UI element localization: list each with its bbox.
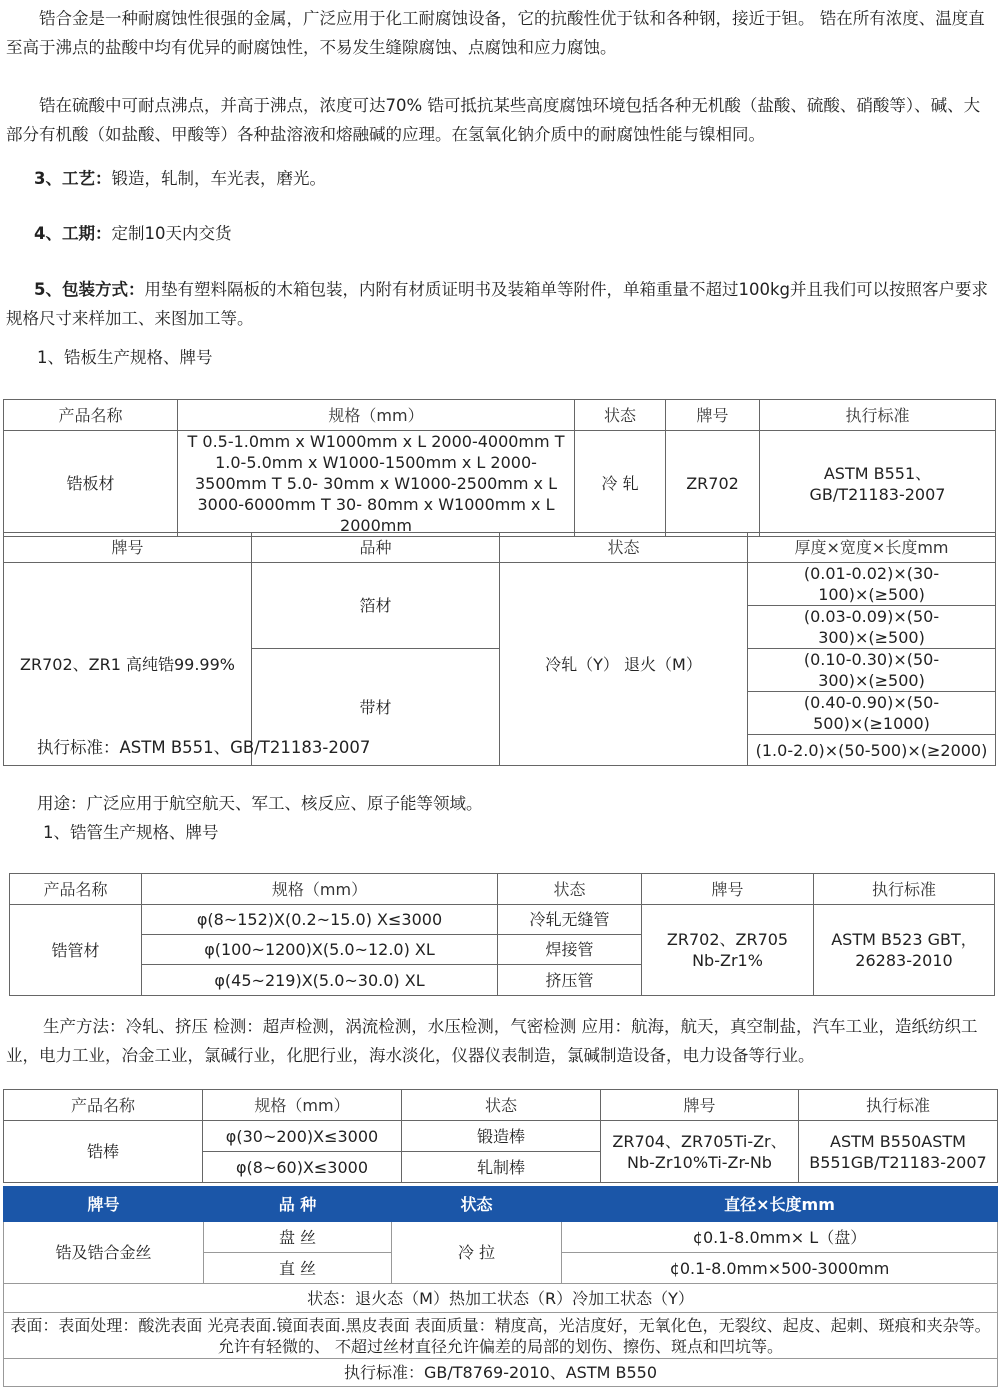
- state-cell: 冷轧无缝管: [498, 905, 642, 935]
- header-cell: 产品名称: [10, 874, 142, 905]
- spec-cell: φ(100~1200)X(5.0~12.0) XL: [142, 935, 498, 965]
- craft-label: 3、工艺：: [34, 169, 112, 188]
- state-cell: 冷轧（Y） 退火（M）: [500, 563, 748, 766]
- header-cell: 直径×长度mm: [562, 1187, 998, 1222]
- standard-cell: ASTM B550ASTM B551GB/T21183-2007: [799, 1121, 998, 1183]
- state-cell: 焊接管: [498, 935, 642, 965]
- period-text: 定制10天内交货: [111, 224, 232, 243]
- header-cell: 状态: [500, 533, 748, 563]
- header-cell: 产品名称: [4, 400, 178, 431]
- product-name-cell: 锆板材: [4, 431, 178, 537]
- period-line: [6, 219, 1000, 248]
- state-cell: 锻造棒: [402, 1121, 601, 1152]
- header-cell: 状态: [498, 874, 642, 905]
- craft-text: 锻造，轧制，车光表，磨光。: [111, 169, 326, 188]
- header-cell: 牌号: [666, 400, 760, 431]
- pack-text: 用垫有塑料隔板的木箱包装，内附有材质证明书及装箱单等附件，单箱重量不超过100kg并且我们可以按照客户要求规格尺寸来样加工、来图加工等。: [6, 280, 989, 328]
- status-note: 状态：退火态（M）热加工状态（R）冷加工状态（Y）: [4, 1284, 998, 1313]
- grade-cell: ZR702: [666, 431, 760, 537]
- state-cell: 冷 拉: [392, 1222, 562, 1284]
- header-cell: 牌号: [601, 1090, 799, 1121]
- header-cell: 规格（mm）: [203, 1090, 402, 1121]
- size-cell: ¢0.1-8.0mm×500-3000mm: [562, 1253, 998, 1284]
- size-cell: (0.40-0.90)×(50-500)×(≥1000): [748, 692, 996, 735]
- wire-table: [3, 1186, 998, 1387]
- plate-standard-line: 执行标准：ASTM B551、GB/T21183-2007: [37, 738, 371, 757]
- kind-cell: 直 丝: [204, 1253, 392, 1284]
- header-cell: 执行标准: [760, 400, 996, 431]
- standard-cell: ASTM B523 GBT，26283-2010: [814, 905, 995, 996]
- header-cell: 牌号: [4, 533, 252, 563]
- tube-table: [9, 873, 995, 996]
- size-cell: (1.0-2.0)×(50-500)×(≥2000): [748, 735, 996, 766]
- header-cell: 牌号: [642, 874, 814, 905]
- period-label: 4、工期：: [34, 224, 112, 243]
- state-cell: 挤压管: [498, 965, 642, 996]
- grade-cell: ZR704、ZR705Ti-Zr、Nb-Zr10%Ti-Zr-Nb: [601, 1121, 799, 1183]
- intro-paragraph-1: 锆合金是一种耐腐蚀性很强的金属，广泛应用于化工耐腐蚀设备，它的抗酸性优于钛和各种钢，接近于钽。 锆在所有浓度、温度直至高于沸点的盐酸中均有优异的耐腐蚀性，不易发生缝隙腐蚀、点腐蚀和应力腐蚀。: [6, 9, 985, 57]
- header-cell: 状态: [575, 400, 666, 431]
- pack-line: [6, 275, 994, 333]
- spec-cell: T 0.5-1.0mm x W1000mm x L 2000-4000mm T 1.0-5.0mm x W1000-1500mm x L 2000-3500mm T 5.0- 30mm x W1000-2500mm x L 3000-6000mm T 30- 80mm x W1000mm x L 2000mm: [178, 431, 575, 537]
- wire-standard-note: 执行标准：GB/T8769-2010、ASTM B550: [4, 1359, 998, 1387]
- pack-label: 5、包装方式：: [34, 280, 145, 299]
- spec-cell: φ(8~152)X(0.2~15.0) X≤3000: [142, 905, 498, 935]
- header-cell: 品 种: [204, 1187, 392, 1222]
- intro-paragraph-2: 锆在硫酸中可耐点沸点，并高于沸点，浓度可达70% 锆可抵抗某些高度腐蚀环境包括各种无机酸（盐酸、硫酸、硝酸等）、碱、大部分有机酸（如盐酸、甲酸等）各种盐溶液和熔融碱的应理。在氢氧化钠介质中的耐腐蚀性能与镍相同。: [6, 96, 981, 144]
- header-cell: 状态: [392, 1187, 562, 1222]
- kind-cell-strip: 带材: [252, 649, 500, 766]
- state-cell: 轧制棒: [402, 1152, 601, 1183]
- spec-cell: φ(8~60)X≤3000: [203, 1152, 402, 1183]
- product-name-cell: 锆管材: [10, 905, 142, 996]
- header-cell: 状态: [402, 1090, 601, 1121]
- header-cell: 品种: [252, 533, 500, 563]
- kind-cell: 盘 丝: [204, 1222, 392, 1253]
- kind-cell-foil: 箔材: [252, 563, 500, 649]
- size-cell: (0.01-0.02)×(30-100)×(≥500): [748, 563, 996, 606]
- surface-note: 表面：表面处理：酸洗表面 光亮表面.镜面表面.黑皮表面 表面质量：精度高，光洁度好，无氧化色，无裂纹、起皮、起刺、斑痕和夹杂等。允许有轻微的、 不超过丝材直径允许偏差的局部的划伤、擦伤、斑点和凹坑等。: [4, 1313, 998, 1359]
- state-cell: 冷 轧: [575, 431, 666, 537]
- production-method-text: 生产方法：冷轧、挤压 检测：超声检测，涡流检测，水压检测，气密检测 应用：航海，航天，真空制盐，汽车工业，造纸纺织工业，电力工业，冶金工业，氯碱行业，化肥行业，海水淡化，仪器仪表制造，氯碱制造设备，电力设备等行业。: [6, 1017, 978, 1065]
- size-cell: (0.03-0.09)×(50-300)×(≥500): [748, 606, 996, 649]
- rod-table: [3, 1089, 998, 1183]
- header-cell: 执行标准: [814, 874, 995, 905]
- size-cell: ¢0.1-8.0mm× L（盘）: [562, 1222, 998, 1253]
- grade-cell: 锆及锆合金丝: [4, 1222, 204, 1284]
- spec-cell: φ(45~219)X(5.0~30.0) XL: [142, 965, 498, 996]
- tube-heading: 1、锆管生产规格、牌号: [43, 823, 219, 842]
- header-cell: 厚度×宽度×长度mm: [748, 533, 996, 563]
- grade-cell: ZR702、ZR705 Nb-Zr1%: [642, 905, 814, 996]
- usage-line: 用途：广泛应用于航空航天、军工、核反应、原子能等领域。: [37, 794, 483, 813]
- foil-strip-table: [3, 532, 996, 766]
- spec-cell: φ(30~200)X≤3000: [203, 1121, 402, 1152]
- header-cell: 规格（mm）: [142, 874, 498, 905]
- size-cell: (0.10-0.30)×(50-300)×(≥500): [748, 649, 996, 692]
- craft-line: [6, 164, 1000, 193]
- product-name-cell: 锆棒: [4, 1121, 203, 1183]
- plate-heading: 1、锆板生产规格、牌号: [37, 348, 213, 367]
- grade-cell: ZR702、ZR1 高纯锆99.99%: [4, 563, 252, 766]
- header-cell: 牌号: [4, 1187, 204, 1222]
- header-cell: 规格（mm）: [178, 400, 575, 431]
- standard-cell: ASTM B551、GB/T21183-2007: [760, 431, 996, 537]
- plate-table: [3, 399, 996, 537]
- header-cell: 执行标准: [799, 1090, 998, 1121]
- header-cell: 产品名称: [4, 1090, 203, 1121]
